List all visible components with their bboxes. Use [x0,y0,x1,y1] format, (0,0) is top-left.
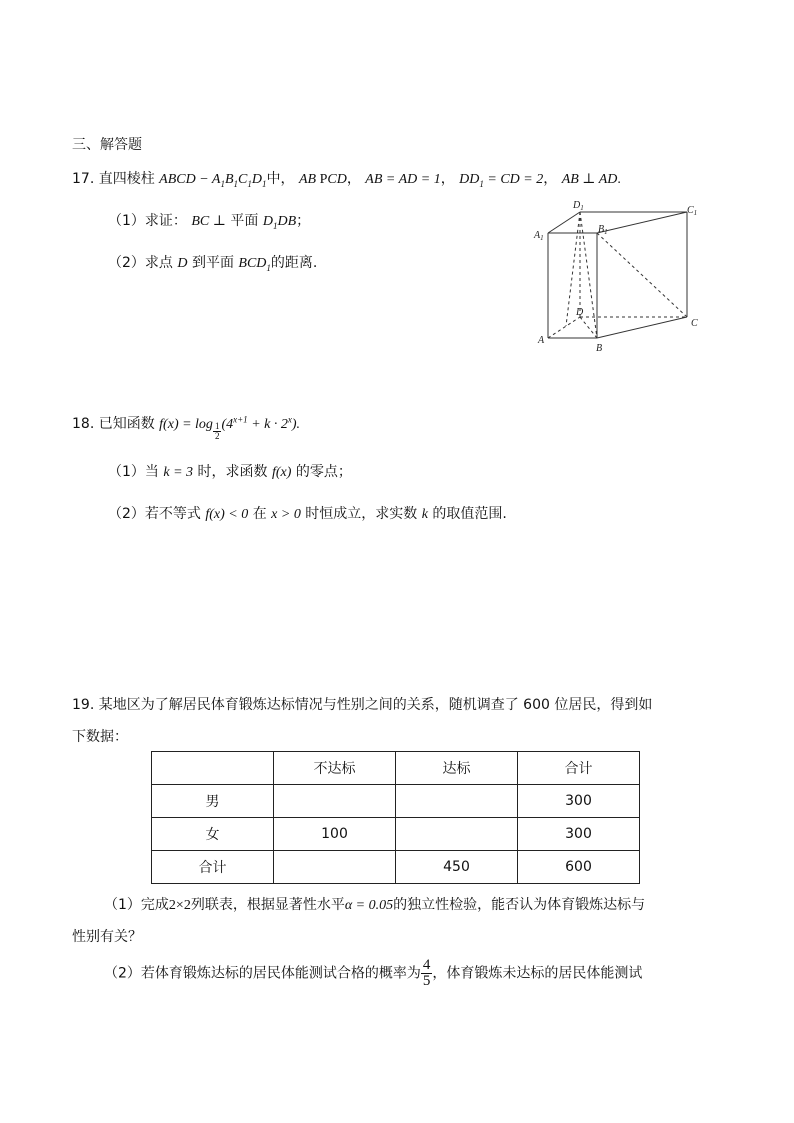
q19-part1-end: 的独立性检验，能否认为体育锻炼达标与 [393,897,646,913]
label-a1: $A_1$ [534,230,544,242]
section-title: 三、解答题 [72,137,142,153]
edge-a1-d1 [548,212,580,233]
table-header-row [152,752,640,785]
q17-part2-prefix: （2）求点 [108,255,173,271]
table-cell: 300 [518,818,640,851]
label-c1: $C_1$ [687,205,698,217]
contingency-table [151,751,640,884]
q17-sep-2: ， [440,171,455,187]
q17-part2-point: D [177,256,188,271]
q18-intro: 已知函数 [98,416,155,432]
q18-part2 [108,503,507,523]
q18-function: f(x) = log $\frac{1}{2}$ $(4^{x+1} + k \cdot 2^x)$. [159,414,301,442]
table-cell [396,785,518,818]
q19-line2: 下数据： [72,729,128,745]
q19-part1-alpha: α = 0.05 [344,898,394,913]
q17-part2-mid: 到平面 [191,255,234,271]
q19-part2-fraction: $\frac{4}{5}$ [422,957,431,989]
q19-part1-math: 2×2 [168,898,191,913]
prism-figure [530,196,715,356]
edge-d1-b-hidden [580,212,597,338]
q19-part2-prefix: （2）若体育锻炼达标的居民体能测试合格的概率为 [104,965,421,982]
q19-part2 [104,958,642,989]
q19-part1-mid: 列联表，根据显著性水平 [190,897,345,913]
q19-line1 [72,694,652,714]
q17-number: 17. [72,171,95,187]
q18-part2-k: k [421,507,428,522]
q18-part1-prefix: （1）当 [108,464,159,480]
table-cell: 450 [396,851,518,884]
q17-statement: 17. 直四棱柱 ABCD − $A_1B_1C_1D_1$中， AB PCD， AB = AD = 1， $DD_1$ = CD = 2， AB ⊥ AD. [72,171,621,189]
q18-part1-k: k = 3 [163,465,194,480]
label-d: D [576,307,584,318]
table-cell: 男 [152,785,274,818]
q17-part1-plane-name: $D_1DB$ [262,214,297,231]
q17-cond-equal: AB = AD = 1 [365,172,441,187]
table-cell: 女 [152,818,274,851]
q19-text-line1: 某地区为了解居民体育锻炼达标情况与性别之间的关系，随机调查了 600 位居民，得到如 [98,697,653,713]
table-header-cell: 不达标 [274,752,396,785]
q17-sep-1: ， [346,171,361,187]
q17-part2-end: 的距离. [270,255,318,271]
label-c: C [691,318,698,329]
label-a: A [538,335,545,346]
q18-part1-fx: f(x) [271,465,292,480]
table-row [152,851,640,884]
q18-part1-mid: 时，求函数 [197,464,268,480]
q18-part2-cond: x > 0 [271,507,301,522]
edge-b1-c1 [597,212,687,233]
label-b: B [596,343,603,354]
q19-part2-end: ，体育锻炼未达标的居民体能测试 [432,965,643,982]
q18-part2-end: 的取值范围. [432,506,507,522]
q17-mid-text: 中， [266,171,295,187]
q18-number: 18. [72,416,95,432]
q17-part1-prefix: （1）求证： [108,213,187,229]
q18-part2-mid2: 时恒成立，求实数 [305,506,418,522]
q17-part1-plane: 平面 [230,213,259,229]
table-header-cell [152,752,274,785]
table-cell [274,851,396,884]
q18-part2-ineq: f(x) < 0 [205,507,249,522]
table-cell: 300 [518,785,640,818]
q19-part1-prefix: （1）完成 [104,897,169,913]
table-header-cell: 合计 [518,752,640,785]
label-b1: $B_1$ [598,224,608,236]
q19-part1 [104,894,645,914]
table-cell [274,785,396,818]
q17-cond-parallel: AB PCD [298,172,347,187]
q17-prism-label: 直四棱柱 [98,171,155,187]
q17-prism-name: ABCD − $A_1B_1C_1D_1$ [159,172,267,189]
q17-part1-math: BC ⊥ [191,214,226,229]
q17-part2 [108,252,317,273]
q18-part2-mid: 在 [252,506,267,522]
q19-number: 19. [72,697,95,713]
label-d1: $D_1$ [573,200,584,212]
q17-part1-end: ； [296,213,311,229]
q18-part2-prefix: （2）若不等式 [108,506,201,522]
q18-part1 [108,461,352,481]
q18-part1-end: 的零点； [295,464,352,480]
q17-cond-dd: $DD_1$ = CD = 2 [459,172,544,189]
edge-b1-c-hidden [597,233,687,317]
q17-sep-3: ， [543,171,558,187]
table-row [152,785,640,818]
q18-statement [72,413,301,442]
q17-cond-perp: AB ⊥ AD [561,172,618,187]
table-header-cell: 达标 [396,752,518,785]
q19-part1-line2: 性别有关？ [72,929,142,945]
edge-a-d-hidden [548,317,580,338]
q17-part2-plane: $BCD_1$ [238,256,271,273]
q17-part1 [108,210,310,231]
table-row [152,818,640,851]
table-cell: 100 [274,818,396,851]
table-cell: 合计 [152,851,274,884]
table-cell [396,818,518,851]
table-cell: 600 [518,851,640,884]
edge-b-c [597,317,687,338]
